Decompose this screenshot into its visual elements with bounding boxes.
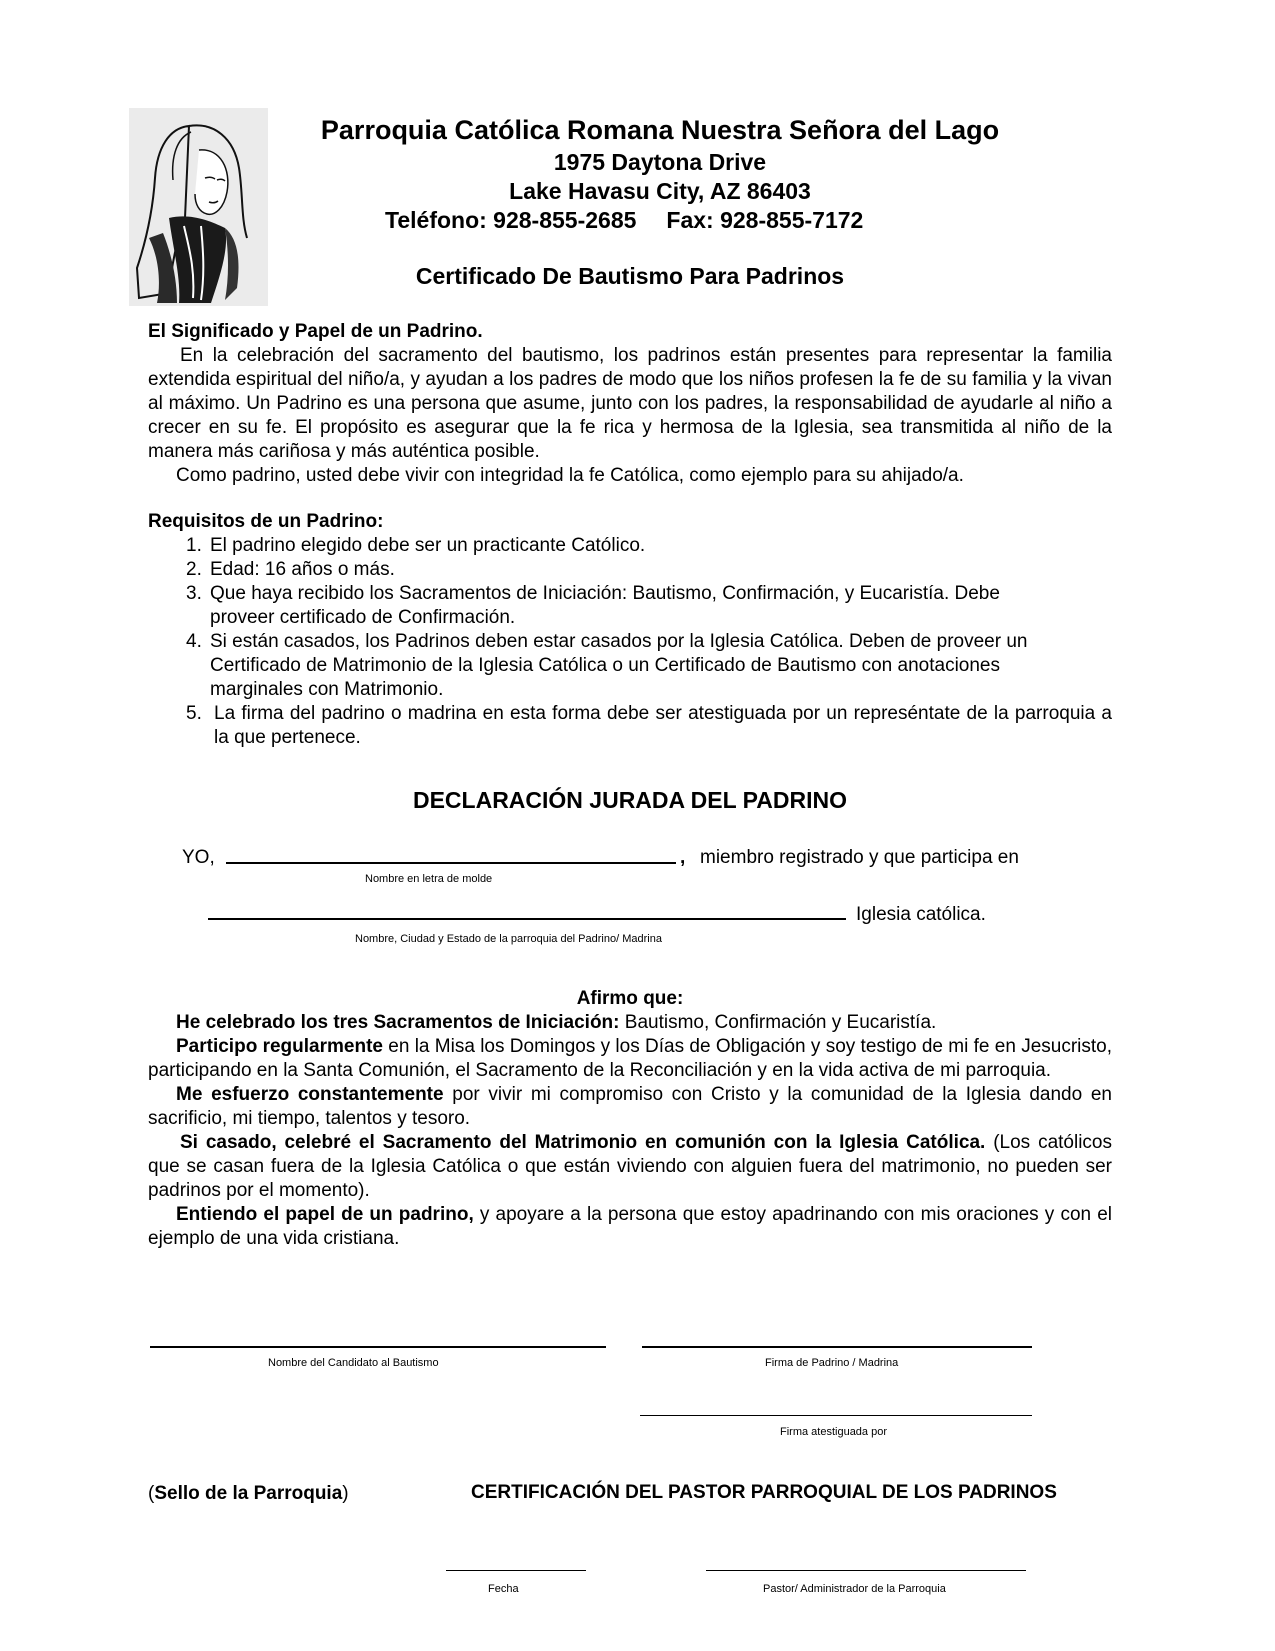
name-caption: Nombre en letra de molde — [365, 873, 493, 885]
statement-5: Entiendo el papel de un padrino, y apoyare a la persona que estoy apadrinando con mis oraciones y con el ejemplo de una vida cristiana. — [148, 1204, 1112, 1249]
date-line[interactable] — [446, 1570, 586, 1571]
requirement-item-2: 2. Edad: 16 años o más. — [186, 559, 395, 580]
statement-2: Participo regularmente en la Misa los Domingos y los Días de Obligación y soy testigo de mi fe en Jesucristo, participando en la Santa Comunión, el Sacramento de la Reconciliación y en la vida activa de mi parroquia. — [148, 1036, 1113, 1081]
date-caption: Fecha — [488, 1583, 519, 1595]
address-line-1: 1975 Daytona Drive — [553, 149, 767, 175]
candidate-caption: Nombre del Candidato al Bautismo — [268, 1357, 439, 1369]
meaning-paragraph-1: En la celebración del sacramento del bautismo, los padrinos están presentes para representar la familia extendida espiritual del niño/a, y ayudan a los padres de modo que los niños profesen la fe de su familia y la vivan al máximo. Un Padrino es una persona que asume, junto con los padres, la responsabilidad de ayudarle al niño a crecer en su fe. El propósito es asegurar que la fe rica y hermosa de la Iglesia, sea transmitida al niño de la manera más cariñosa y más auténtica posible. — [148, 345, 1112, 462]
fax: Fax: 928-855-7172 — [666, 207, 864, 233]
name-line[interactable] — [226, 862, 676, 864]
requirement-item-5: 5. La firma del padrino o madrina en esta forma debe ser atestiguada por un represéntate de la parroquia a la que pertenece. — [186, 703, 1112, 748]
witness-signature-line[interactable] — [640, 1415, 1032, 1416]
sponsor-caption: Firma de Padrino / Madrina — [765, 1357, 899, 1369]
member-text: miembro registrado y que participa en — [700, 847, 1019, 868]
statement-3: Me esfuerzo constantemente por vivir mi compromiso con Cristo y la comunidad de la Iglesia dando en sacrificio, mi tiempo, talentos y tesoro. — [148, 1084, 1112, 1129]
requirement-item-3: 3. Que haya recibido los Sacramentos de Iniciación: Bautismo, Confirmación, y Eucaristía. Debe proveer certificado de Confirmación. — [186, 583, 1000, 628]
phone: Teléfono: 928-855-2685 — [385, 207, 637, 233]
meaning-heading: El Significado y Papel de un Padrino. — [148, 321, 483, 342]
requirements-list — [186, 534, 1112, 750]
address-line-2: Lake Havasu City, AZ 86403 — [509, 178, 811, 204]
requirement-item-1: 1. El padrino elegido debe ser un practicante Católico. — [186, 535, 646, 556]
parish-line[interactable] — [208, 918, 846, 920]
yo-label: YO, — [182, 847, 215, 868]
meaning-paragraph-2: Como padrino, usted debe vivir con integridad la fe Católica, como ejemplo para su ahijado/a. — [176, 465, 964, 486]
statements — [148, 1011, 1112, 1251]
statement-1: He celebrado los tres Sacramentos de Iniciación: Bautismo, Confirmación y Eucaristía. — [176, 1012, 937, 1033]
pastor-signature-line[interactable] — [706, 1570, 1026, 1571]
requirements-heading: Requisitos de un Padrino: — [148, 511, 384, 532]
parish-name: Parroquia Católica Romana Nuestra Señora del Lago — [320, 115, 1000, 145]
requirement-item-4: 4. Si están casados, los Padrinos deben estar casados por la Iglesia Católica. Deben de proveer un Certificado de Matrimonio de la Iglesia Católica o un Certificado de Bautismo con anotaciones marginales con Matrimonio. — [186, 631, 1028, 700]
contact-line — [385, 207, 863, 234]
pastor-caption: Pastor/ Administrador de la Parroquia — [763, 1583, 946, 1595]
witness-caption: Firma atestiguada por — [780, 1426, 887, 1438]
statement-4: Si casado, celebré el Sacramento del Matrimonio en comunión con la Iglesia Católica. (Los católicos que se casan fuera de la Iglesia Católica o que están viviendo con alguien fuera del matrimonio, no pueden ser padrinos por el momento). — [148, 1132, 1112, 1201]
document-title: Certificado De Bautismo Para Padrinos — [415, 263, 845, 289]
declaration-heading: DECLARACIÓN JURADA DEL PADRINO — [412, 787, 848, 813]
parish-seal-label: (Sello de la Parroquia) — [148, 1483, 349, 1504]
affirm-heading: Afirmo que: — [576, 988, 684, 1009]
sponsor-signature-line[interactable] — [642, 1346, 1032, 1348]
church-text: Iglesia católica. — [856, 904, 986, 925]
parish-caption: Nombre, Ciudad y Estado de la parroquia del Padrino/ Madrina — [355, 933, 662, 945]
name-line-comma: , — [680, 847, 686, 868]
candidate-name-line[interactable] — [150, 1346, 606, 1348]
pastor-certification-heading: CERTIFICACIÓN DEL PASTOR PARROQUIAL DE LOS PADRINOS — [471, 1482, 1057, 1503]
